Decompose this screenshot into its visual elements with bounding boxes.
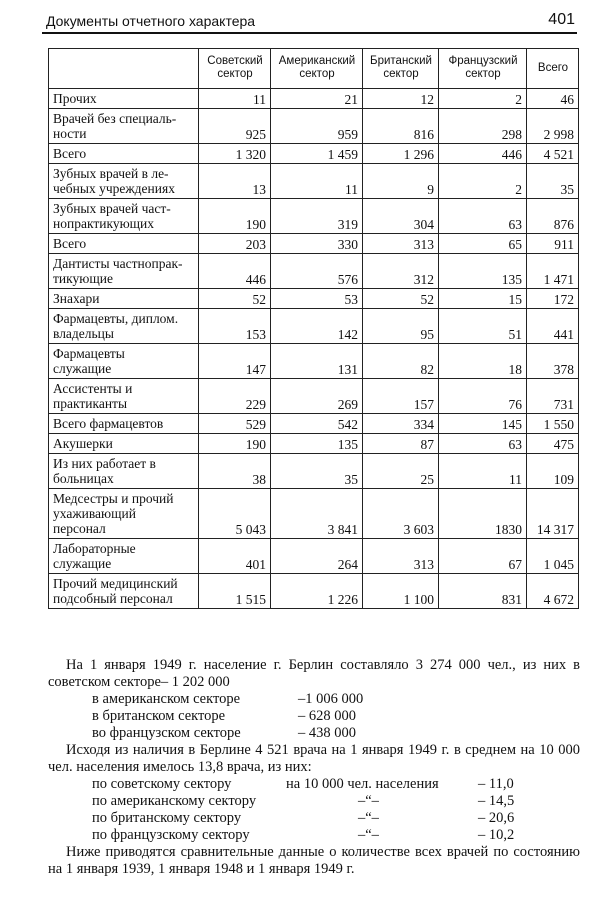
table-row [49,489,579,539]
cell-soviet: 153 [199,309,271,344]
cell-soviet: 446 [199,254,271,289]
table-row [49,344,579,379]
cell-french: 18 [439,344,527,379]
cell-american: 11 [271,164,363,199]
table-row [49,164,579,199]
cell-french: 831 [439,574,527,609]
ratio-ditto: –“– [358,793,379,809]
cell-soviet: 13 [199,164,271,199]
cell-total: 172 [527,289,579,309]
table-row [49,234,579,254]
ratio-value: – 20,6 [478,810,515,826]
sector-population-list [48,691,580,742]
row-label: Акушерки [49,434,199,454]
cell-british: 334 [363,414,439,434]
sector-row [48,725,580,742]
table-row [49,289,579,309]
cell-british: 52 [363,289,439,309]
ratio-value: – 14,5 [478,793,515,809]
paragraph-population: На 1 января 1949 г. население г. Берлин составляло 3 274 000 чел., из них в советском секторе– 1 202 000 [48,657,580,690]
cell-total: 109 [527,454,579,489]
cell-american: 576 [271,254,363,289]
cell-british: 25 [363,454,439,489]
ratio-name: по французскому сектору [92,827,250,843]
table-row [49,109,579,144]
running-title: Документы отчетного характера [46,13,256,29]
sector-row [48,708,580,725]
sector-value: –1 006 000 [298,691,364,707]
cell-british: 816 [363,109,439,144]
ratio-row [48,776,580,793]
ratio-row [48,793,580,810]
ratio-value: – 10,2 [478,827,515,843]
cell-french: 63 [439,199,527,234]
header-cell-british: Британский сектор [363,49,439,89]
table-row [49,144,579,164]
cell-american: 542 [271,414,363,434]
cell-total: 378 [527,344,579,379]
table-row [49,89,579,109]
cell-american: 21 [271,89,363,109]
sector-value: – 438 000 [298,725,356,741]
cell-soviet: 1 320 [199,144,271,164]
cell-french: 446 [439,144,527,164]
cell-british: 12 [363,89,439,109]
cell-total: 911 [527,234,579,254]
cell-british: 95 [363,309,439,344]
cell-american: 330 [271,234,363,254]
running-header [42,8,577,34]
table-row [49,254,579,289]
cell-soviet: 190 [199,434,271,454]
row-label: Из них работает в больницах [49,454,199,489]
table-row [49,199,579,234]
cell-british: 82 [363,344,439,379]
row-label: Дантисты частнопрак- тикующие [49,254,199,289]
cell-american: 1 226 [271,574,363,609]
ratio-basis: на 10 000 чел. населения [286,776,439,792]
paragraph-comparison: Ниже приводятся сравнительные данные о количестве всех врачей по состоянию на 1 января 1939, 1 января 1948 и 1 января 1949 г. [48,844,580,877]
cell-british: 87 [363,434,439,454]
cell-british: 9 [363,164,439,199]
cell-total: 35 [527,164,579,199]
cell-french: 67 [439,539,527,574]
row-label: Всего фармацевтов [49,414,199,434]
cell-total: 1 550 [527,414,579,434]
cell-british: 313 [363,234,439,254]
cell-british: 1 100 [363,574,439,609]
row-label: Фармацевты, диплом. владельцы [49,309,199,344]
page-number: 401 [548,11,575,28]
header-cell-empty [49,49,199,89]
cell-french: 135 [439,254,527,289]
row-label: Врачей без специаль- ности [49,109,199,144]
cell-soviet: 203 [199,234,271,254]
cell-french: 2 [439,164,527,199]
cell-total: 2 998 [527,109,579,144]
paragraph-doctors-ratio: Исходя из наличия в Берлине 4 521 врача на 1 января 1949 г. в среднем на 10 000 чел. населения имелось 13,8 врача, из них: [48,742,580,775]
row-label: Ассистенты и практиканты [49,379,199,414]
cell-american: 959 [271,109,363,144]
row-label: Прочий медицинский подсобный персонал [49,574,199,609]
ratio-value: – 11,0 [478,776,514,792]
table-header-row [49,49,579,89]
row-label: Знахари [49,289,199,309]
row-label: Фармацевты служащие [49,344,199,379]
cell-british: 157 [363,379,439,414]
cell-soviet: 529 [199,414,271,434]
cell-soviet: 401 [199,539,271,574]
ratio-ditto: –“– [358,810,379,826]
row-label: Зубных врачей в ле- чебных учреждениях [49,164,199,199]
cell-soviet: 5 043 [199,489,271,539]
table-row [49,539,579,574]
cell-american: 131 [271,344,363,379]
header-cell-french: Французский сектор [439,49,527,89]
cell-total: 4 521 [527,144,579,164]
cell-total: 441 [527,309,579,344]
cell-total: 475 [527,434,579,454]
cell-total: 876 [527,199,579,234]
sector-name: во французском секторе [92,725,241,741]
cell-french: 76 [439,379,527,414]
header-cell-total: Всего [527,49,579,89]
cell-french: 63 [439,434,527,454]
cell-total: 1 045 [527,539,579,574]
table-row [49,574,579,609]
cell-french: 298 [439,109,527,144]
cell-american: 3 841 [271,489,363,539]
cell-total: 1 471 [527,254,579,289]
cell-american: 53 [271,289,363,309]
cell-soviet: 147 [199,344,271,379]
ratio-name: по американскому сектору [92,793,257,809]
ratio-ditto: –“– [358,827,379,843]
table-row [49,414,579,434]
cell-french: 11 [439,454,527,489]
cell-soviet: 38 [199,454,271,489]
row-label: Всего [49,144,199,164]
ratio-name: по советскому сектору [92,776,232,792]
table-row [49,379,579,414]
header-cell-soviet: Советский сектор [199,49,271,89]
row-label: Всего [49,234,199,254]
cell-french: 65 [439,234,527,254]
row-label: Лабораторные служащие [49,539,199,574]
cell-american: 142 [271,309,363,344]
cell-british: 312 [363,254,439,289]
cell-british: 3 603 [363,489,439,539]
cell-total: 14 317 [527,489,579,539]
cell-american: 319 [271,199,363,234]
cell-french: 2 [439,89,527,109]
cell-american: 269 [271,379,363,414]
cell-american: 135 [271,434,363,454]
row-label: Медсестры и прочий ухаживающий персонал [49,489,199,539]
cell-soviet: 925 [199,109,271,144]
cell-american: 264 [271,539,363,574]
cell-total: 46 [527,89,579,109]
cell-french: 145 [439,414,527,434]
cell-soviet: 11 [199,89,271,109]
sector-name: в американском секторе [92,691,241,707]
cell-total: 731 [527,379,579,414]
medical-staff-table [48,48,579,609]
table-row [49,309,579,344]
header-cell-american: Американский сектор [271,49,363,89]
ratio-name: по британскому сектору [92,810,242,826]
table-body [49,89,579,609]
cell-french: 1830 [439,489,527,539]
cell-french: 51 [439,309,527,344]
cell-american: 1 459 [271,144,363,164]
ratio-list [48,776,580,844]
cell-soviet: 229 [199,379,271,414]
cell-french: 15 [439,289,527,309]
cell-british: 313 [363,539,439,574]
ratio-row [48,827,580,844]
table-row [49,434,579,454]
row-label: Прочих [49,89,199,109]
cell-total: 4 672 [527,574,579,609]
cell-soviet: 1 515 [199,574,271,609]
sector-row [48,691,580,708]
cell-british: 304 [363,199,439,234]
table-row [49,454,579,489]
cell-soviet: 190 [199,199,271,234]
body-text [48,657,580,878]
sector-name: в британском секторе [92,708,226,724]
cell-american: 35 [271,454,363,489]
row-label: Зубных врачей част- нопрактикующих [49,199,199,234]
ratio-row [48,810,580,827]
cell-soviet: 52 [199,289,271,309]
sector-value: – 628 000 [298,708,356,724]
cell-british: 1 296 [363,144,439,164]
